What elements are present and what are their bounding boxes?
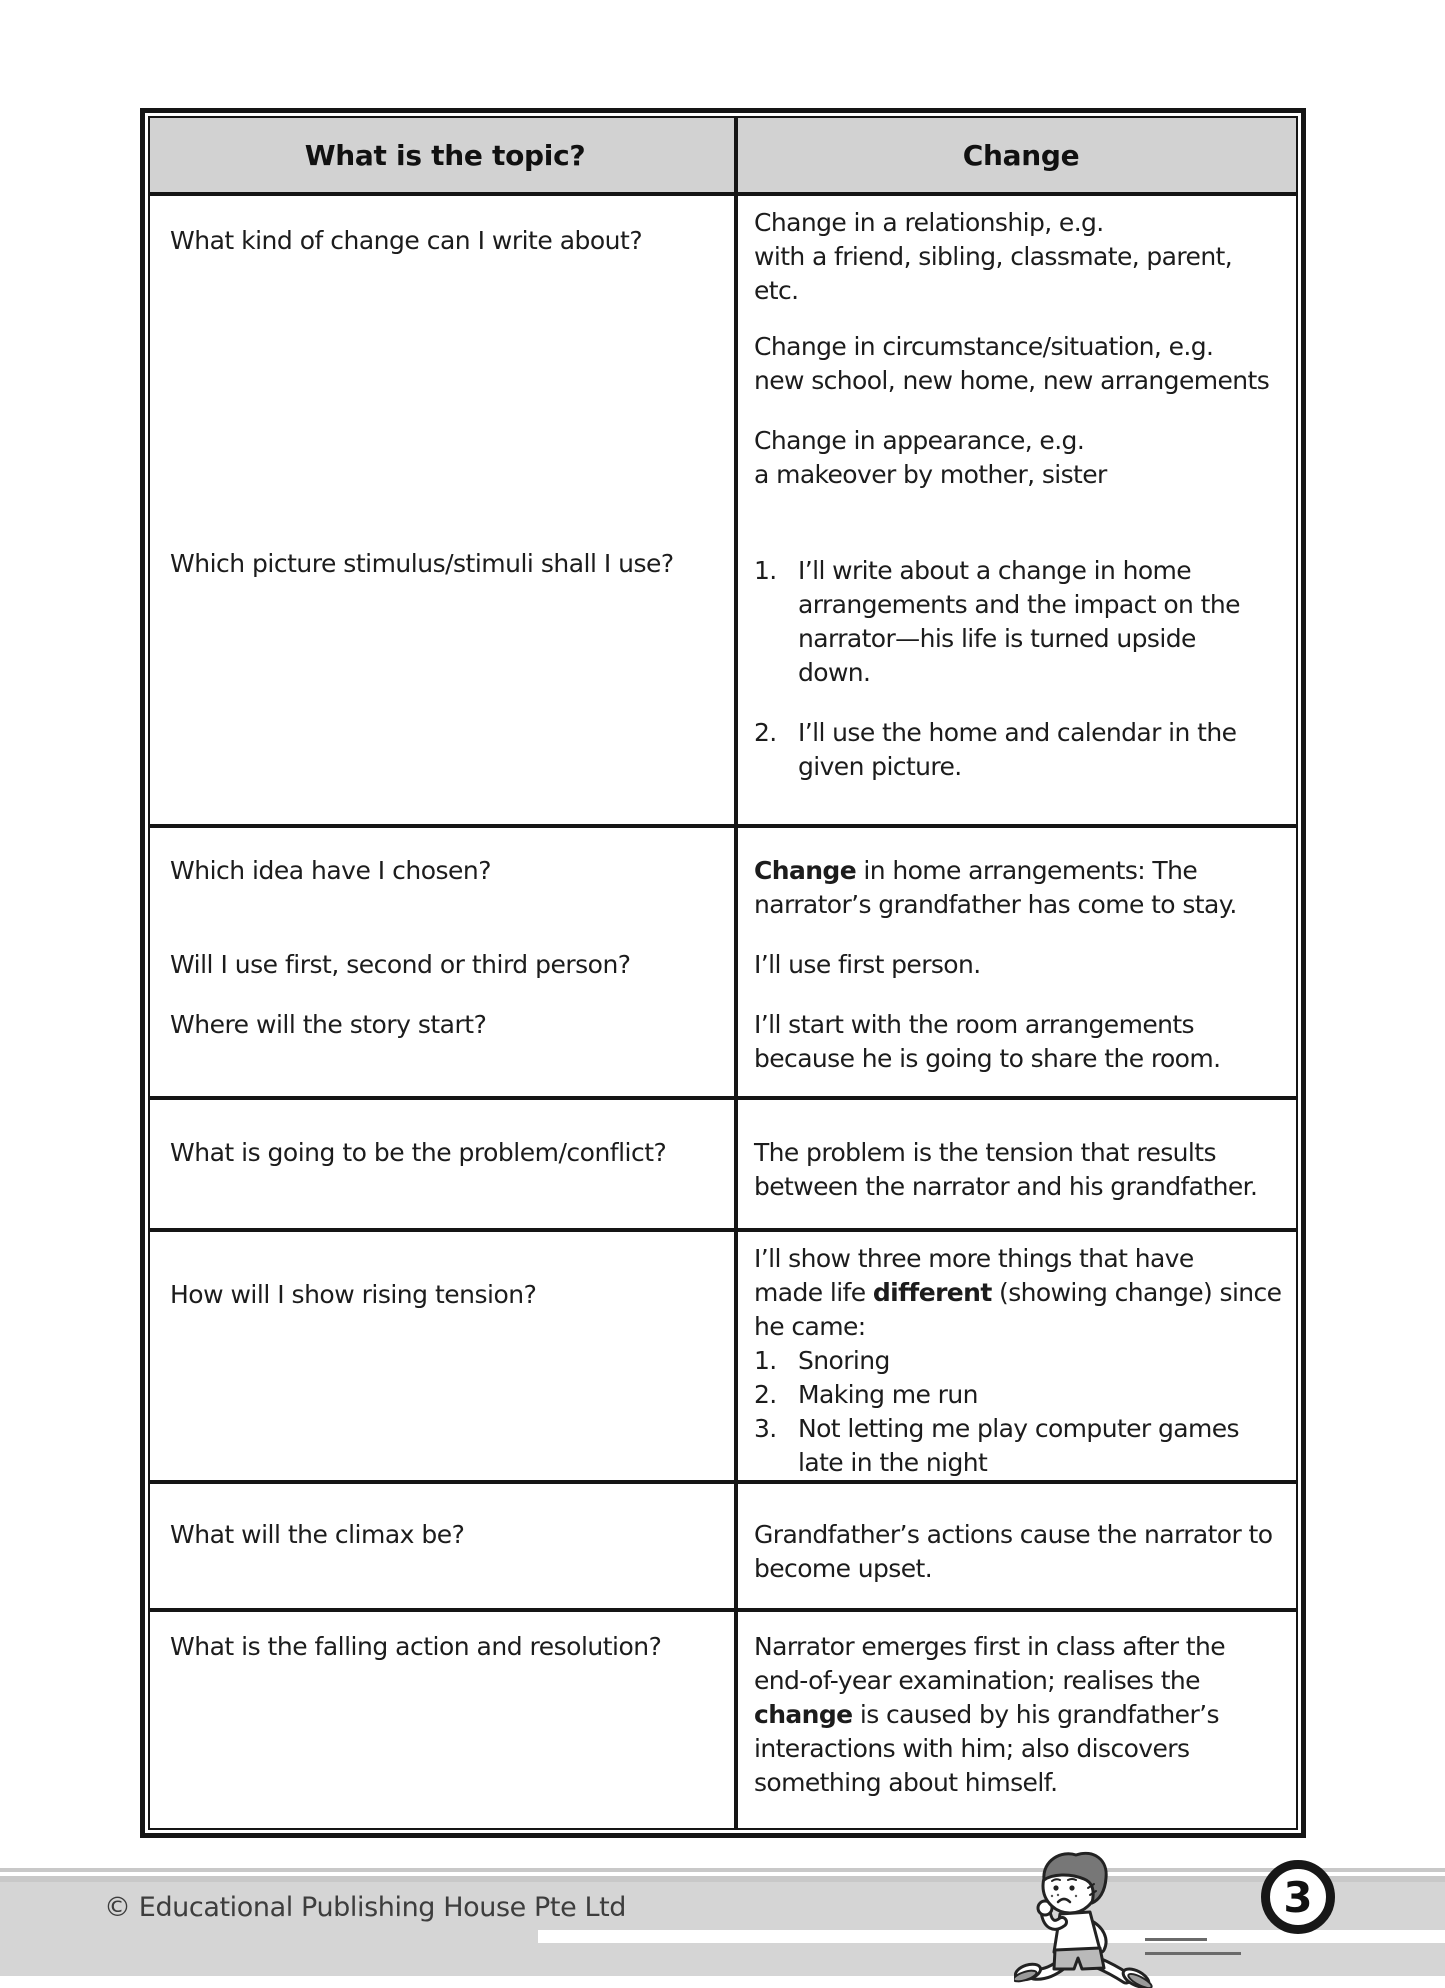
- answer-line: end-of-year examination; realises the: [754, 1666, 1200, 1695]
- answer-line: narrator—his life is turned upside: [798, 624, 1196, 653]
- numbered-item: [754, 1344, 1288, 1378]
- item-text: [798, 1412, 1288, 1480]
- question-text: Will I use first, second or third person?: [170, 950, 631, 979]
- table-row-chosen-idea: [150, 824, 1296, 1096]
- answer-paragraph: [754, 330, 1288, 398]
- question-cell: [150, 828, 738, 1096]
- question-cell: [150, 1484, 738, 1608]
- answer-line: interactions with him; also discovers: [754, 1734, 1190, 1763]
- answer-line-post: (showing change) since: [991, 1278, 1282, 1307]
- bold-term: different: [872, 1278, 992, 1307]
- answer-line: a makeover by mother, sister: [754, 460, 1107, 489]
- header-change-label: Change: [962, 138, 1080, 172]
- question-cell: [150, 1612, 738, 1828]
- table-row-problem-conflict: [150, 1096, 1296, 1228]
- answer-paragraph: [754, 1008, 1288, 1076]
- answer-paragraph: [754, 948, 1288, 982]
- planning-table-inner: [148, 116, 1298, 1830]
- answer-line: arrangements and the impact on the: [798, 590, 1240, 619]
- item-number: 3.: [754, 1414, 777, 1443]
- item-text: [798, 716, 1288, 784]
- answer-line: I’ll show three more things that have: [754, 1244, 1194, 1273]
- answer-line: new school, new home, new arrangements: [754, 366, 1270, 395]
- answer-line: [754, 1276, 1288, 1310]
- table-row-climax: [150, 1480, 1296, 1608]
- answer-line: become upset.: [754, 1554, 933, 1583]
- numbered-item: [754, 1412, 1288, 1480]
- bold-term: Change: [754, 856, 857, 885]
- item-number: 2.: [754, 1380, 777, 1409]
- item-text: [798, 554, 1288, 690]
- item-number: 1.: [754, 1346, 777, 1375]
- question-text: What is the falling action and resolution?: [170, 1632, 662, 1661]
- answer-line: given picture.: [798, 752, 962, 781]
- answer-line: [754, 1698, 1288, 1732]
- answer-line: Not letting me play computer games: [798, 1414, 1239, 1443]
- item-text: Making me run: [798, 1380, 978, 1409]
- answer-line: late in the night: [798, 1448, 988, 1477]
- answer-line: Change in a relationship, e.g.: [754, 208, 1104, 237]
- answer-line: etc.: [754, 276, 799, 305]
- answer-line: I’ll use first person.: [754, 950, 981, 979]
- numbered-item: [754, 716, 1288, 784]
- question-cell: [150, 1232, 738, 1480]
- answer-paragraph: [754, 424, 1288, 492]
- item-number: 2.: [754, 718, 777, 747]
- answer-paragraph: [754, 206, 1288, 308]
- answer-line: The problem is the tension that results: [754, 1138, 1216, 1167]
- answer-line: Narrator emerges first in class after the: [754, 1632, 1226, 1661]
- answer-cell: [738, 196, 1296, 824]
- answer-line: between the narrator and his grandfather.: [754, 1172, 1258, 1201]
- question-cell: [150, 196, 738, 824]
- question-text: Which idea have I chosen?: [170, 856, 492, 885]
- header-topic-label: What is the topic?: [304, 138, 586, 172]
- question-text: How will I show rising tension?: [170, 1280, 537, 1309]
- answer-cell: [738, 1484, 1296, 1608]
- answer-line: Grandfather’s actions cause the narrator to: [754, 1520, 1273, 1549]
- table-row-rising-tension: [150, 1228, 1296, 1480]
- header-cell-topic: [150, 118, 738, 192]
- table-row-falling-action: [150, 1608, 1296, 1828]
- item-text: Snoring: [798, 1346, 890, 1375]
- numbered-item: [754, 554, 1288, 690]
- answer-line-post: is caused by his grandfather’s: [852, 1700, 1219, 1729]
- answer-cell: [738, 828, 1296, 1096]
- question-cell: [150, 1100, 738, 1228]
- answer-line: something about himself.: [754, 1768, 1058, 1797]
- answer-line: Change in appearance, e.g.: [754, 426, 1085, 455]
- table-row-kind-of-change: [150, 192, 1296, 824]
- answer-line: I’ll use the home and calendar in the: [798, 718, 1237, 747]
- answer-paragraph: [754, 854, 1288, 922]
- answer-line: narrator’s grandfather has come to stay.: [754, 890, 1237, 919]
- answer-cell: [738, 1100, 1296, 1228]
- answer-line-rest: in home arrangements: The: [856, 856, 1198, 885]
- question-text: What will the climax be?: [170, 1520, 465, 1549]
- item-number: 1.: [754, 556, 777, 585]
- planning-table: [140, 108, 1306, 1838]
- page-number-badge: [1261, 1860, 1335, 1934]
- answer-line: with a friend, sibling, classmate, parent,: [754, 242, 1233, 271]
- answer-line: because he is going to share the room.: [754, 1044, 1221, 1073]
- answer-line: he came:: [754, 1312, 866, 1341]
- answer-cell: [738, 1232, 1296, 1480]
- answer-cell: [738, 1612, 1296, 1828]
- bold-term: change: [754, 1700, 853, 1729]
- question-text: What kind of change can I write about?: [170, 226, 643, 255]
- question-text: What is going to be the problem/conflict?: [170, 1138, 667, 1167]
- footer-stripes: [0, 1868, 1445, 1988]
- question-text: Which picture stimulus/stimuli shall I use?: [170, 549, 674, 578]
- answer-line: I’ll write about a change in home: [798, 556, 1192, 585]
- answer-line: down.: [798, 658, 871, 687]
- page-number: 3: [1283, 1872, 1313, 1922]
- footer-copyright: © Educational Publishing House Pte Ltd: [104, 1892, 627, 1923]
- table-header-row: [150, 118, 1296, 192]
- numbered-item: [754, 1378, 1288, 1412]
- answer-line: Change in circumstance/situation, e.g.: [754, 332, 1214, 361]
- answer-line: I’ll start with the room arrangements: [754, 1010, 1194, 1039]
- answer-line-pre: made life: [754, 1278, 873, 1307]
- header-cell-change: [738, 118, 1296, 192]
- running-boy-illustration: [1014, 1848, 1170, 1988]
- question-text: Where will the story start?: [170, 1010, 487, 1039]
- answer-line: [754, 854, 1288, 888]
